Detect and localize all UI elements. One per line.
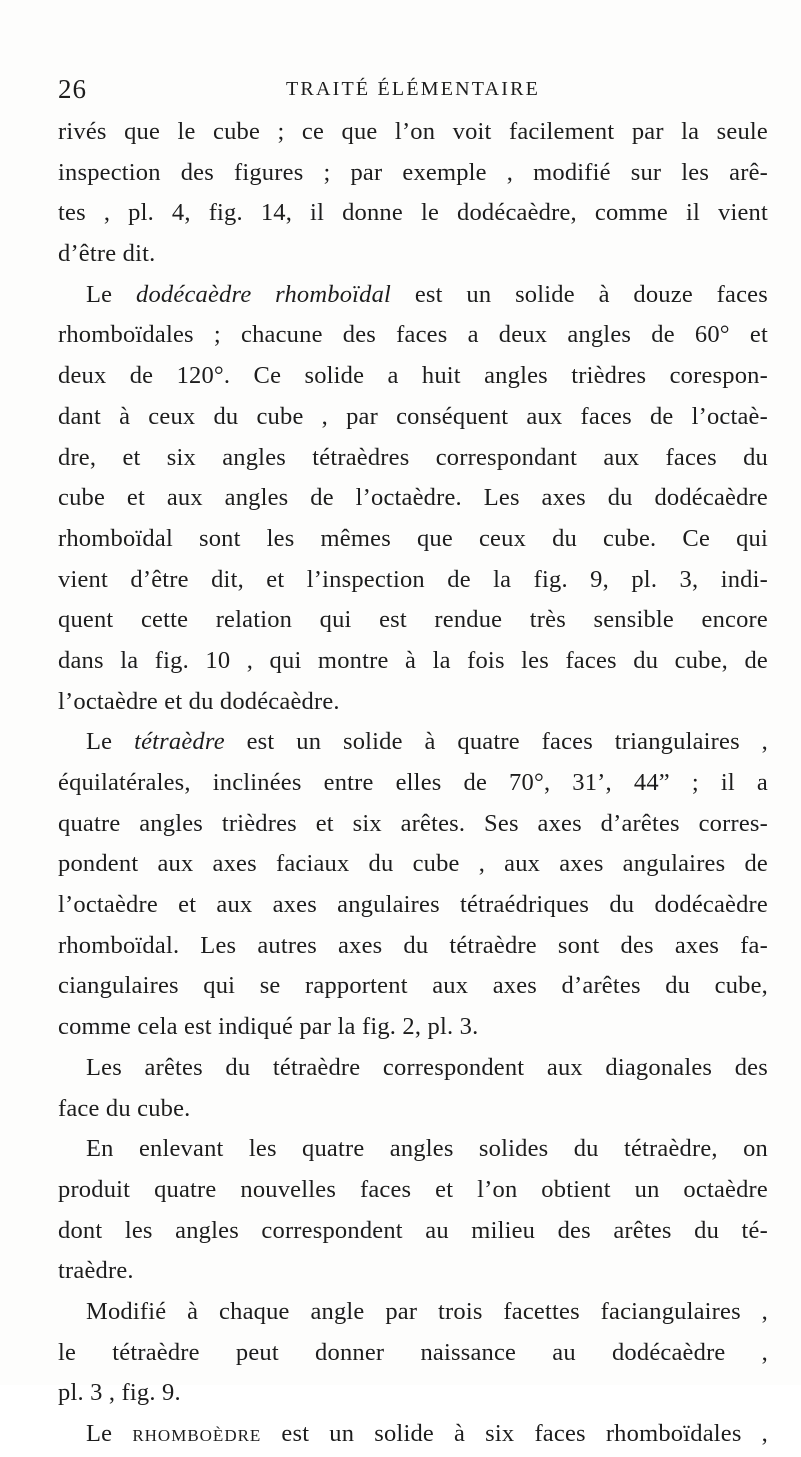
text-run: Le <box>86 280 137 308</box>
text-line: inspection des figures ; par exemple , modifié sur les arê- <box>58 158 768 186</box>
text-line: le tétraèdre peut donner naissance au dodécaèdre , <box>58 1338 768 1366</box>
term-rhomboedre: RHOMBOÈDRE <box>132 1426 262 1445</box>
text-line: dont les angles correspondent au milieu des arêtes du té- <box>58 1216 768 1244</box>
text-line: deux de 120°. Ce solide a huit angles trièdres corespon- <box>58 362 768 390</box>
text-line: En enlevant les quatre angles solides du tétraèdre, on <box>86 1135 768 1163</box>
text-line: tes , pl. 4, fig. 14, il donne le dodécaèdre, comme il vient <box>58 199 768 227</box>
term-tetraedre: tétraèdre <box>134 728 225 756</box>
text-line: équilatérales, inclinées entre elles de 70°, 31’, 44” ; il a <box>58 769 768 796</box>
text-line: comme cela est indiqué par la fig. 2, pl. 3. <box>58 1013 479 1041</box>
text-line: face du cube. <box>58 1094 191 1122</box>
text-line: d’être dit. <box>58 240 156 268</box>
text-line: traèdre. <box>58 1257 134 1285</box>
text-line: vient d’être dit, et l’inspection de la fig. 9, pl. 3, indi- <box>58 565 768 593</box>
text-line: quatre angles trièdres et six arêtes. Ses axes d’arêtes corres- <box>58 809 768 837</box>
text-run: est un solide à six faces rhomboïdales , <box>261 1420 768 1447</box>
body-text <box>58 112 768 1455</box>
text-line: l’octaèdre et du dodécaèdre. <box>58 687 340 715</box>
text-line: dans la fig. 10 , qui montre à la fois les faces du cube, de <box>58 646 768 674</box>
text-line <box>58 275 768 316</box>
text-line: Les arêtes du tétraèdre correspondent aux diagonales des <box>86 1053 768 1081</box>
text-run: Le <box>86 728 135 756</box>
text-line: dant à ceux du cube , par conséquent aux faces de l’octaè- <box>58 402 768 430</box>
running-head <box>0 74 801 110</box>
text-line <box>58 1414 768 1455</box>
text-line: cube et aux angles de l’octaèdre. Les axes du dodécaèdre <box>58 484 768 512</box>
term-dodecaedre-rhomboidal: dodécaèdre rhomboïdal <box>136 280 392 308</box>
text-line: pl. 3 , fig. 9. <box>58 1379 181 1407</box>
page-number: 26 <box>58 74 87 104</box>
text-line: l’octaèdre et aux axes angulaires tétraédriques du dodécaèdre <box>58 891 768 919</box>
running-title: TRAITÉ ÉLÉMENTAIRE <box>286 78 541 100</box>
text-line: rhomboïdal. Les autres axes du tétraèdre sont des axes fa- <box>58 931 768 959</box>
text-run: est un solide à quatre faces triangulaires , <box>224 728 768 756</box>
text-line: dre, et six angles tétraèdres correspondant aux faces du <box>58 443 768 471</box>
text-line: rhomboïdal sont les mêmes que ceux du cube. Ce qui <box>58 524 768 552</box>
text-line: Modifié à chaque angle par trois facettes faciangulaires , <box>86 1297 768 1325</box>
text-line: quent cette relation qui est rendue très sensible encore <box>58 606 768 634</box>
text-line: rivés que le cube ; ce que l’on voit facilement par la seule <box>58 118 768 145</box>
text-run: Le <box>86 1420 133 1447</box>
text-line <box>58 722 768 763</box>
text-run: est un solide à douze faces <box>391 280 768 308</box>
text-line: pondent aux axes faciaux du cube , aux axes angulaires de <box>58 850 768 878</box>
text-line: ciangulaires qui se rapportent aux axes d’arêtes du cube, <box>58 972 768 1000</box>
text-line: produit quatre nouvelles faces et l’on obtient un octaèdre <box>58 1175 768 1203</box>
text-line: rhomboïdales ; chacune des faces a deux angles de 60° et <box>58 321 768 349</box>
